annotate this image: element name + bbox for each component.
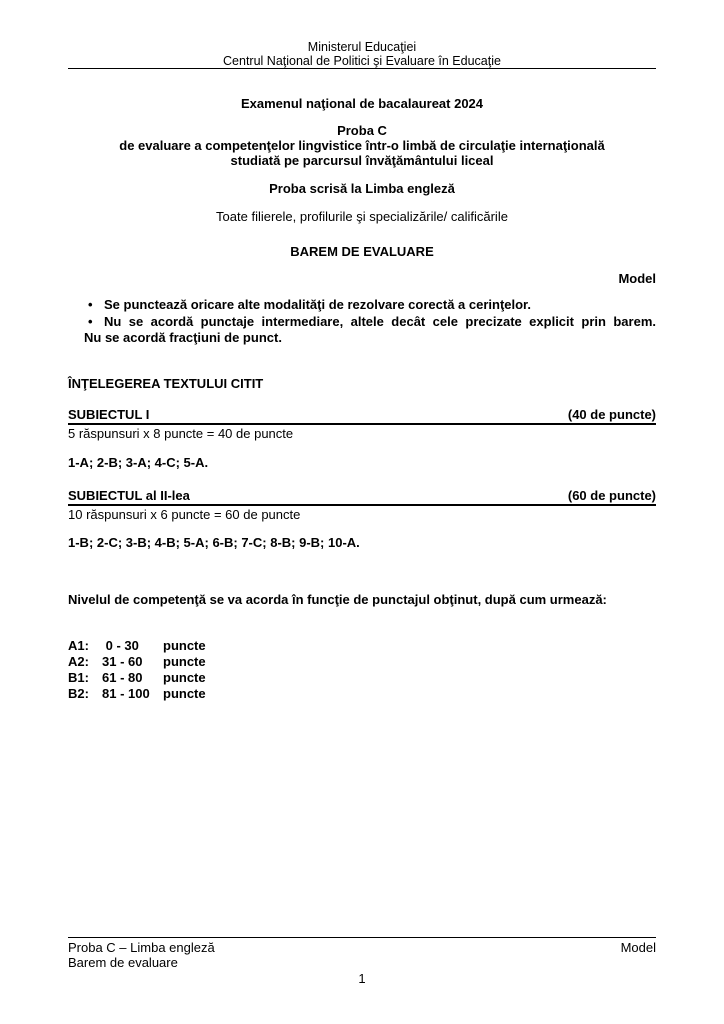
level-row (68, 686, 656, 702)
note-item (68, 297, 656, 314)
proba-description-line2: studiată pe parcursul învăţământului liceal (230, 153, 494, 168)
section-title: ÎNŢELEGEREA TEXTULUI CITIT (68, 375, 264, 391)
exam-title: Examenul naţional de bacalaureat 2024 (240, 96, 484, 111)
tracks-line: Toate filierele, profilurile şi specializările/ calificările (216, 209, 508, 224)
exam-subtitle-block (68, 123, 656, 168)
subject2-header (68, 488, 656, 506)
page-number: 1 (358, 971, 366, 986)
bullet-icon: • (88, 297, 93, 312)
level-label: B2: (68, 685, 89, 701)
ministry-name: Ministerul Educaţiei (307, 40, 417, 54)
level-range: 81 - 100 (102, 685, 150, 701)
level-unit: puncte (163, 669, 206, 685)
center-name: Centrul Naţional de Politici şi Evaluare în Educaţie (223, 54, 501, 68)
level-label: B1: (68, 669, 89, 685)
footer-proba: Proba C – Limba engleză (68, 940, 215, 955)
footer-barem: Barem de evaluare (68, 955, 178, 970)
level-unit: puncte (163, 653, 206, 669)
subject1-header (68, 407, 656, 425)
subject1-points: (40 de puncte) (567, 406, 656, 422)
bullet-icon: • (88, 313, 93, 329)
grading-notes (68, 297, 656, 347)
levels-table (68, 638, 656, 702)
level-range: 31 - 60 (102, 653, 143, 669)
written-test-title: Proba scrisă la Limba engleză (269, 181, 455, 196)
subject1-title: SUBIECTUL I (68, 406, 150, 422)
subject1-answers: 1-A; 2-B; 3-A; 4-C; 5-A. (68, 454, 209, 470)
level-row (68, 638, 656, 654)
footer-model: Model (620, 940, 656, 955)
levels-intro: Nivelul de competenţă se va acorda în funcţie de punctajul obţinut, după cum urmează: (68, 591, 607, 607)
subject2-formula: 10 răspunsuri x 6 puncte = 60 de puncte (68, 506, 301, 522)
proba-description-line1: de evaluare a competenţelor lingvistice într-o limbă de circulaţie internaţională (119, 138, 605, 153)
subject2-title: SUBIECTUL al II-lea (68, 487, 190, 503)
barem-title: BAREM DE EVALUARE (290, 244, 434, 259)
proba-name: Proba C (337, 123, 387, 138)
level-unit: puncte (163, 637, 206, 653)
level-row (68, 654, 656, 670)
level-label: A2: (68, 653, 89, 669)
subject2-answers: 1-B; 2-C; 3-B; 4-B; 5-A; 6-B; 7-C; 8-B; 9-B; 10-A. (68, 534, 360, 550)
document-footer (68, 937, 656, 986)
level-range: 0 - 30 (102, 637, 139, 653)
note-text: Se punctează oricare alte modalităţi de rezolvare corectă a cerinţelor. (104, 297, 532, 312)
level-unit: puncte (163, 685, 206, 701)
note-item (68, 314, 656, 331)
level-range: 61 - 80 (102, 669, 143, 685)
note-continuation: Nu se acordă fracţiuni de punct. (84, 330, 282, 345)
subject2-points: (60 de puncte) (567, 487, 656, 503)
subject1-formula: 5 răspunsuri x 8 puncte = 40 de puncte (68, 425, 294, 441)
footer-line-1 (68, 940, 656, 955)
level-label: A1: (68, 637, 89, 653)
model-label: Model (618, 271, 656, 286)
level-row (68, 670, 656, 686)
document-header (68, 40, 656, 69)
note-text: Nu se acordă punctaje intermediare, altele decât cele precizate explicit prin barem. (104, 313, 656, 329)
